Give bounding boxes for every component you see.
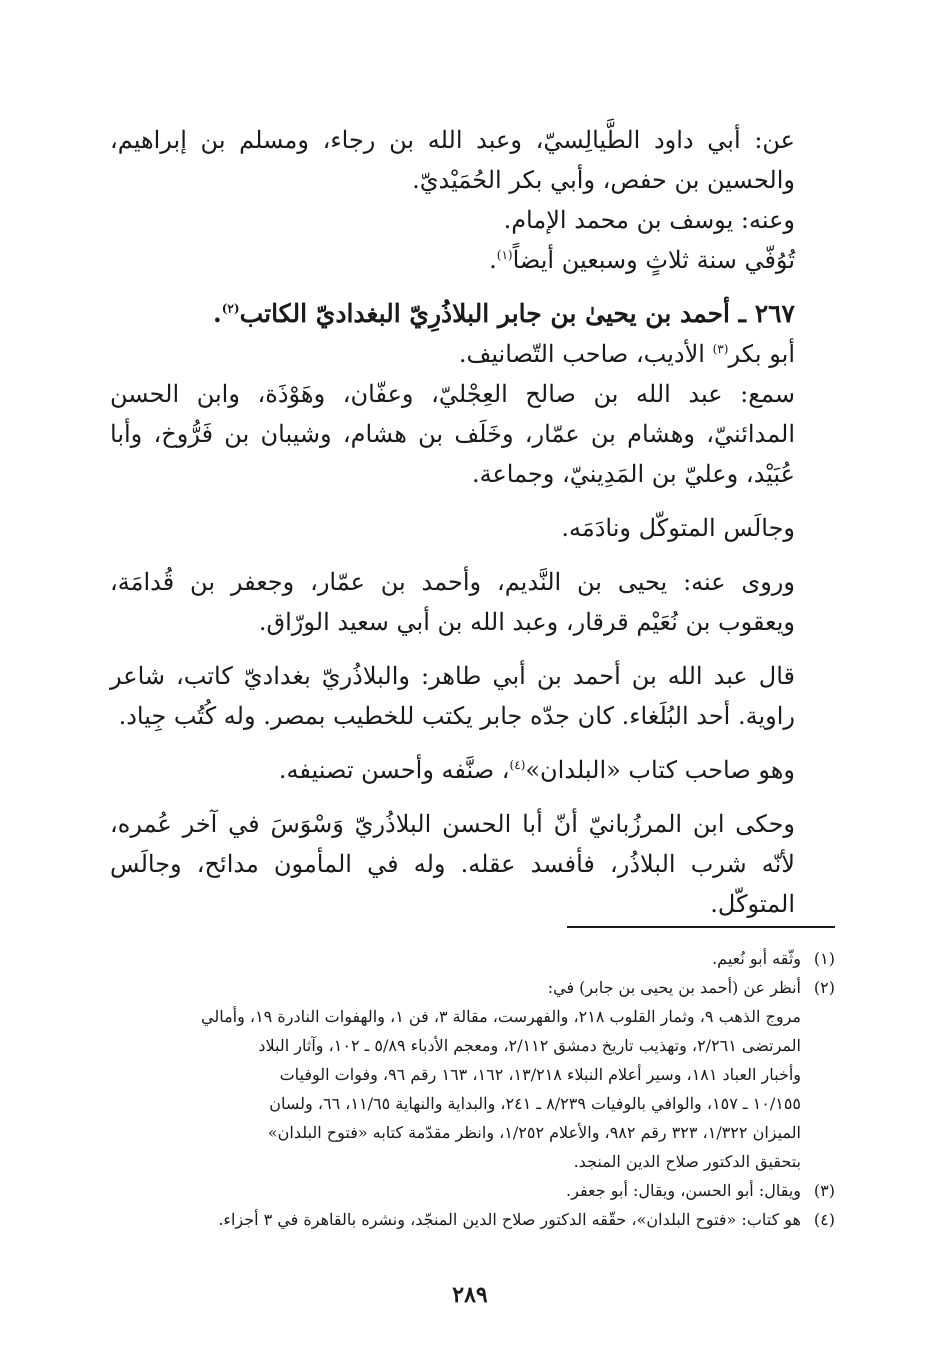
footnote-line: وثّقه أبو نُعيم.	[712, 949, 801, 968]
footnote-line: وأخبار العباد ١٨١، وسير أعلام النبلاء ١٣/٢١٨، ١٦٢، ١٦٣ رقم ٩٦، وفوات الوفيات	[279, 1065, 801, 1084]
footnote-text	[110, 973, 801, 1176]
footnote-ref-3: (٣)	[712, 342, 729, 356]
footnote-text	[110, 1205, 801, 1234]
page-number: ٢٨٩	[452, 1282, 488, 1308]
death-end: .	[489, 246, 497, 274]
footnote-line: مروج الذهب ٩، وثمار القلوب ٢١٨، والفهرست، مقالة ٣، فن ١، والهفوات النادرة ١٩، وأمالي	[200, 1007, 801, 1026]
book-text: وهو صاحب كتاب «البلدان»	[525, 756, 795, 784]
death-text: تُوُفّي سنة ثلاثٍ وسبعين أيضاً	[512, 246, 795, 274]
footnote-number: (٢)	[813, 978, 835, 997]
footnote-line: ١٠/١٥٥ ـ ١٥٧، والوافي بالوفيات ٨/٢٣٩ ـ ٢٤١، والبداية والنهاية ١١/٦٥، ٦٦، ولسان	[269, 1094, 801, 1113]
paragraph-kunya	[110, 334, 835, 374]
book-rest: ، صنَّفه وأحسن تصنيفه.	[278, 756, 510, 784]
paragraph-narrated-by: وروى عنه: يحيى بن النَّديم، وأحمد بن عمّار، وجعفر بن قُدامَة، ويعقوب بن نُعَيْم قرقار، وعبد الله بن أبي سعيد الورّاق.	[110, 568, 795, 636]
paragraph-book	[110, 750, 835, 790]
paragraph-death	[110, 240, 835, 280]
kunya-rest: الأديب، صاحب التّصانيف.	[458, 340, 713, 368]
footnotes	[110, 944, 835, 1234]
footnote	[110, 944, 835, 973]
main-text	[110, 120, 835, 924]
footnote	[110, 973, 835, 1176]
footnote-line: بتحقيق الدكتور صلاح الدين المنجد.	[573, 1152, 801, 1171]
footnote-line: الميزان ١/٣٢٢، ٣٢٣ رقم ٩٨٢، والأعلام ١/٢٥٢، وانظر مقدّمة كتابه «فتوح البلدان»	[267, 1123, 801, 1142]
entry-title: ٢٦٧ ـ أحمد بن يحيىٰ بن جابر البلاذُرِيّ البغداديّ الكاتب	[239, 299, 795, 328]
footnote-number: (١)	[813, 949, 835, 968]
paragraph-heard-from: سمع: عبد الله بن صالح العِجْليّ، وعفّان، وهَوْذَة، وابن الحسن المدائنيّ، وهشام بن عمّار، وخَلَف بن هشام، وشيبان بن فَرُّوخ، وأبا عُبَيْد، وعليّ بن المَدِينيّ، وجماعة.	[110, 380, 795, 488]
footnote-ref-4: (٤)	[509, 758, 526, 772]
paragraph-narrators-to: وعنه: يوسف بن محمد الإمام.	[503, 206, 795, 234]
paragraph-narrators-from: عن: أبي داود الطَّيالِسيّ، وعبد الله بن رجاء، ومسلم بن إبراهيم، والحسين بن حفص، وأبي بكر الحُمَيْديّ.	[110, 126, 795, 194]
footnote-line: أنظر عن (أحمد بن يحيى بن جابر) في:	[547, 978, 801, 997]
paragraph-anecdote: وحكى ابن المرزُبانيّ أنّ أبا الحسن البلاذُريّ وَسْوَسَ في آخر عُمره، لأنّه شرب البلاذُر، فأفسد عقله. وله في المأمون مدائح، وجالَس المتوكّل.	[110, 810, 795, 918]
footnote-ref-2: (٢)	[221, 301, 240, 316]
paragraph-sat-with: وجالَس المتوكّل ونادَمَه.	[561, 514, 795, 542]
footnote-line: ويقال: أبو الحسن، ويقال: أبو جعفر.	[566, 1181, 801, 1200]
footnote	[110, 1176, 835, 1205]
footnote-ref-1: (١)	[496, 248, 513, 262]
footnote-line: المرتضى ٢/٢٦١، وتهذيب تاريخ دمشق ٢/١١٢، ومعجم الأدباء ٥/٨٩ ـ ١٠٢، وآثار البلاد	[258, 1036, 801, 1055]
footnote-line: هو كتاب: «فتوح البلدان»، حقّقه الدكتور صلاح الدين المنجّد، ونشره بالقاهرة في ٣ أجزاء.	[218, 1210, 801, 1229]
footnote-text	[110, 1176, 801, 1205]
footnote	[110, 1205, 835, 1234]
paragraph-quote: قال عبد الله بن أحمد بن أبي طاهر: والبلاذُريّ بغداديّ كاتب، شاعر راوية. أحد البُلَغاء. كان جدّه جابر يكتب للخطيب بمصر. وله كُتُب جِياد.	[110, 662, 795, 730]
entry-end: .	[213, 299, 222, 328]
footnote-number: (٤)	[813, 1210, 835, 1229]
entry-heading	[110, 294, 835, 334]
kunya-text: أبو بكر	[728, 340, 795, 368]
footnote-text	[110, 944, 801, 973]
footnote-number: (٣)	[813, 1181, 835, 1200]
footnote-separator	[567, 926, 835, 928]
